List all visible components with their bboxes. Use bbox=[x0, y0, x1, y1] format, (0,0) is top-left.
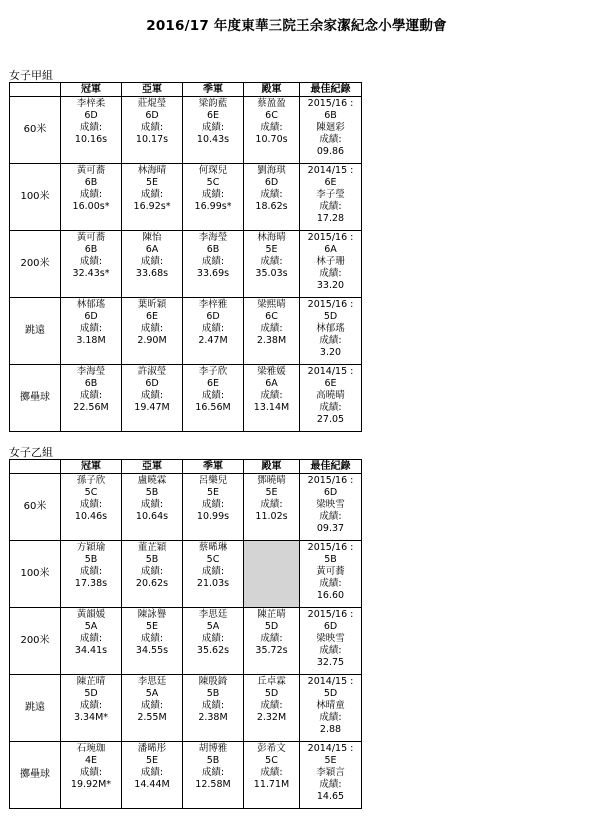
table-row bbox=[10, 97, 362, 164]
result-cell bbox=[122, 541, 183, 608]
event-name: 60米 bbox=[10, 97, 61, 164]
score-value: 16.92s* bbox=[133, 201, 171, 212]
score-value: 17.38s bbox=[74, 578, 108, 589]
score-value: 10.70s bbox=[255, 134, 288, 145]
record-cell bbox=[300, 675, 362, 742]
record-holder: 梁映雪 bbox=[316, 633, 345, 644]
athlete-class: 5D bbox=[264, 688, 279, 699]
column-header: 最佳紀錄 bbox=[300, 460, 362, 474]
result-cell bbox=[183, 675, 244, 742]
result-cell bbox=[61, 608, 122, 675]
athlete-class: 6B bbox=[84, 177, 98, 188]
record-score: 32.75 bbox=[316, 657, 345, 668]
athlete-class: 6C bbox=[265, 110, 278, 121]
athlete-class: 5E bbox=[145, 621, 159, 632]
score-label: 成績: bbox=[319, 578, 342, 589]
athlete-class: 5A bbox=[145, 688, 159, 699]
score-value: 33.68s bbox=[135, 268, 169, 279]
score-value: 35.62s bbox=[196, 645, 230, 656]
athlete-name: 李海瑩 bbox=[76, 366, 106, 377]
score-label: 成績: bbox=[260, 323, 283, 334]
results-table bbox=[9, 82, 362, 432]
record-score: 09.86 bbox=[316, 146, 345, 157]
result-cell bbox=[244, 231, 300, 298]
column-header: 亞軍 bbox=[122, 460, 183, 474]
score-value: 21.03s bbox=[196, 578, 230, 589]
event-name: 100米 bbox=[10, 164, 61, 231]
result-cell bbox=[183, 742, 244, 809]
score-value: 10.99s bbox=[196, 511, 230, 522]
athlete-class: 5E bbox=[206, 487, 220, 498]
column-header: 季軍 bbox=[183, 460, 244, 474]
record-cell bbox=[300, 742, 362, 809]
athlete-name: 林海晴 bbox=[257, 232, 286, 243]
score-label: 成績: bbox=[79, 189, 103, 200]
athlete-class: 5C bbox=[206, 177, 220, 188]
event-name: 200米 bbox=[10, 231, 61, 298]
athlete-name: 黃可蕎 bbox=[76, 232, 106, 243]
score-value: 14.44M bbox=[134, 779, 170, 790]
athlete-class: 5E bbox=[145, 177, 159, 188]
result-cell bbox=[183, 474, 244, 541]
table-row bbox=[10, 541, 362, 608]
athlete-class: 5E bbox=[145, 755, 159, 766]
record-year: 2014/15 : bbox=[307, 165, 354, 176]
athlete-name: 莊焜瑩 bbox=[137, 98, 167, 109]
column-header: 冠軍 bbox=[61, 83, 122, 97]
score-label: 成績: bbox=[79, 323, 103, 334]
record-year: 2014/15 : bbox=[307, 743, 354, 754]
record-year: 2015/16 : bbox=[307, 232, 354, 243]
record-year: 2014/15 : bbox=[307, 366, 354, 377]
score-value: 10.64s bbox=[135, 511, 169, 522]
score-value: 19.47M bbox=[134, 402, 170, 413]
result-cell bbox=[61, 675, 122, 742]
record-year: 2015/16 : bbox=[307, 98, 354, 109]
record-score: 09.37 bbox=[316, 523, 345, 534]
score-value: 34.41s bbox=[74, 645, 108, 656]
score-label: 成績: bbox=[260, 256, 283, 267]
athlete-name: 梁韵藍 bbox=[198, 98, 228, 109]
athlete-name: 董芷穎 bbox=[137, 542, 167, 553]
athlete-name: 葉昕穎 bbox=[137, 299, 167, 310]
athlete-class: 6A bbox=[145, 244, 159, 255]
event-name: 100米 bbox=[10, 541, 61, 608]
athlete-class: 5C bbox=[84, 487, 98, 498]
athlete-class: 5A bbox=[84, 621, 98, 632]
score-value: 16.99s* bbox=[194, 201, 232, 212]
athlete-name: 孫子欣 bbox=[76, 475, 106, 486]
athlete-class: 5B bbox=[84, 554, 98, 565]
result-cell bbox=[244, 164, 300, 231]
score-label: 成績: bbox=[319, 779, 342, 790]
record-class: 5E bbox=[324, 755, 337, 766]
score-value: 16.00s* bbox=[72, 201, 110, 212]
record-score: 33.20 bbox=[316, 280, 345, 291]
record-cell bbox=[300, 164, 362, 231]
athlete-class: 5D bbox=[84, 688, 98, 699]
header-row bbox=[10, 83, 362, 97]
score-label: 成績: bbox=[260, 390, 283, 401]
record-score: 16.60 bbox=[316, 590, 345, 601]
table-row bbox=[10, 474, 362, 541]
section-label: 女子乙組 bbox=[9, 446, 53, 459]
record-holder: 陳廻彩 bbox=[316, 122, 345, 133]
result-cell bbox=[61, 742, 122, 809]
result-cell bbox=[122, 164, 183, 231]
record-year: 2014/15 : bbox=[307, 676, 354, 687]
result-cell bbox=[61, 298, 122, 365]
score-value: 10.16s bbox=[74, 134, 108, 145]
athlete-name: 胡博雅 bbox=[198, 743, 228, 754]
result-cell bbox=[61, 541, 122, 608]
score-label: 成績: bbox=[319, 511, 342, 522]
result-cell bbox=[61, 164, 122, 231]
result-cell bbox=[244, 97, 300, 164]
event-name: 跳遠 bbox=[10, 298, 61, 365]
athlete-name: 劉海琪 bbox=[257, 165, 286, 176]
score-value: 10.43s bbox=[196, 134, 230, 145]
result-cell bbox=[122, 365, 183, 432]
table-row bbox=[10, 608, 362, 675]
athlete-class: 6D bbox=[145, 110, 159, 121]
score-label: 成績: bbox=[201, 122, 225, 133]
result-cell bbox=[122, 608, 183, 675]
table-row bbox=[10, 675, 362, 742]
athlete-name: 李子欣 bbox=[198, 366, 228, 377]
result-cell bbox=[122, 298, 183, 365]
athlete-name: 陳芷晴 bbox=[76, 676, 106, 687]
column-header: 季軍 bbox=[183, 83, 244, 97]
score-value: 10.46s bbox=[74, 511, 108, 522]
score-label: 成績: bbox=[319, 335, 342, 346]
score-label: 成績: bbox=[260, 633, 283, 644]
score-value: 35.03s bbox=[255, 268, 288, 279]
empty-cell bbox=[244, 541, 300, 608]
score-label: 成績: bbox=[201, 767, 225, 778]
athlete-name: 陳怡 bbox=[142, 232, 162, 243]
athlete-name: 鄧曉晴 bbox=[257, 475, 286, 486]
score-label: 成績: bbox=[79, 499, 103, 510]
record-class: 6E bbox=[324, 177, 337, 188]
score-value: 2.90M bbox=[137, 335, 167, 346]
athlete-name: 彭希文 bbox=[257, 743, 286, 754]
event-name: 擲壘球 bbox=[10, 742, 61, 809]
score-label: 成績: bbox=[140, 499, 164, 510]
athlete-name: 黃可蕎 bbox=[76, 165, 106, 176]
score-value: 20.62s bbox=[135, 578, 169, 589]
score-label: 成績: bbox=[260, 767, 283, 778]
record-holder: 高曉晴 bbox=[316, 390, 345, 401]
record-cell bbox=[300, 231, 362, 298]
record-holder: 林晴童 bbox=[316, 700, 345, 711]
score-label: 成績: bbox=[79, 566, 103, 577]
athlete-class: 5C bbox=[265, 755, 278, 766]
result-cell bbox=[122, 742, 183, 809]
score-value: 32.43s* bbox=[72, 268, 110, 279]
score-label: 成績: bbox=[140, 566, 164, 577]
athlete-class: 6E bbox=[145, 311, 159, 322]
record-holder: 李穎言 bbox=[316, 767, 345, 778]
score-label: 成績: bbox=[260, 189, 283, 200]
score-value: 13.14M bbox=[253, 402, 290, 413]
section-label: 女子甲組 bbox=[9, 69, 53, 82]
score-value: 10.17s bbox=[135, 134, 169, 145]
athlete-class: 5A bbox=[206, 621, 220, 632]
table-row bbox=[10, 164, 362, 231]
athlete-name: 陳芷晴 bbox=[257, 609, 286, 620]
score-value: 34.55s bbox=[135, 645, 169, 656]
result-cell bbox=[183, 541, 244, 608]
score-label: 成績: bbox=[319, 645, 342, 656]
result-cell bbox=[61, 474, 122, 541]
record-score: 17.28 bbox=[316, 213, 345, 224]
score-value: 19.92M* bbox=[70, 779, 112, 790]
result-cell bbox=[183, 365, 244, 432]
score-label: 成績: bbox=[201, 566, 225, 577]
result-cell bbox=[183, 608, 244, 675]
record-class: 6B bbox=[324, 110, 337, 121]
athlete-name: 何琛兒 bbox=[198, 165, 228, 176]
score-label: 成績: bbox=[140, 633, 164, 644]
athlete-name: 梁雅媛 bbox=[257, 366, 286, 377]
score-value: 2.38M bbox=[198, 712, 228, 723]
athlete-name: 潘晞彤 bbox=[137, 743, 167, 754]
score-value: 2.55M bbox=[137, 712, 167, 723]
record-class: 5B bbox=[324, 554, 337, 565]
record-year: 2015/16 : bbox=[307, 299, 354, 310]
athlete-name: 方穎瑜 bbox=[76, 542, 106, 553]
result-cell bbox=[122, 474, 183, 541]
athlete-class: 6B bbox=[206, 244, 220, 255]
score-label: 成績: bbox=[201, 390, 225, 401]
score-value: 22.56M bbox=[73, 402, 109, 413]
results-table bbox=[9, 459, 362, 809]
result-cell bbox=[61, 365, 122, 432]
score-label: 成績: bbox=[201, 633, 225, 644]
result-cell bbox=[122, 675, 183, 742]
record-score: 3.20 bbox=[319, 347, 342, 358]
athlete-class: 6D bbox=[84, 311, 98, 322]
score-label: 成績: bbox=[79, 767, 103, 778]
athlete-class: 6B bbox=[84, 378, 98, 389]
score-value: 35.72s bbox=[255, 645, 288, 656]
record-cell bbox=[300, 298, 362, 365]
score-value: 18.62s bbox=[255, 201, 288, 212]
athlete-name: 丘卓霖 bbox=[257, 676, 286, 687]
athlete-name: 陳詠譽 bbox=[137, 609, 167, 620]
score-value: 2.38M bbox=[256, 335, 287, 346]
athlete-class: 5B bbox=[145, 554, 159, 565]
athlete-name: 林海晴 bbox=[137, 165, 167, 176]
column-header: 殿軍 bbox=[244, 460, 300, 474]
record-class: 5D bbox=[323, 311, 338, 322]
record-class: 6D bbox=[323, 621, 338, 632]
record-score: 2.88 bbox=[319, 724, 342, 735]
score-label: 成績: bbox=[260, 499, 283, 510]
athlete-class: 5D bbox=[264, 621, 279, 632]
score-value: 11.71M bbox=[253, 779, 290, 790]
score-value: 2.32M bbox=[256, 712, 287, 723]
record-cell bbox=[300, 474, 362, 541]
column-header: 冠軍 bbox=[61, 460, 122, 474]
athlete-class: 6D bbox=[206, 311, 220, 322]
athlete-class: 6D bbox=[145, 378, 159, 389]
score-label: 成績: bbox=[140, 256, 164, 267]
score-label: 成績: bbox=[79, 633, 103, 644]
result-cell bbox=[183, 298, 244, 365]
result-cell bbox=[61, 97, 122, 164]
score-label: 成績: bbox=[201, 256, 225, 267]
score-label: 成績: bbox=[319, 402, 342, 413]
record-year: 2015/16 : bbox=[307, 475, 354, 486]
record-holder: 黃可蕎 bbox=[316, 566, 345, 577]
result-cell bbox=[244, 742, 300, 809]
athlete-class: 4E bbox=[84, 755, 98, 766]
record-holder: 林子珊 bbox=[316, 256, 345, 267]
athlete-name: 呂樂兒 bbox=[198, 475, 228, 486]
athlete-class: 5E bbox=[265, 244, 278, 255]
column-header: 亞軍 bbox=[122, 83, 183, 97]
athlete-name: 梁熙晴 bbox=[257, 299, 286, 310]
record-cell bbox=[300, 541, 362, 608]
result-cell bbox=[61, 231, 122, 298]
athlete-class: 6E bbox=[206, 110, 220, 121]
athlete-class: 6A bbox=[265, 378, 278, 389]
score-value: 33.69s bbox=[196, 268, 230, 279]
score-label: 成績: bbox=[140, 122, 164, 133]
column-header bbox=[10, 83, 61, 97]
record-year: 2015/16 : bbox=[307, 609, 354, 620]
score-label: 成績: bbox=[201, 323, 225, 334]
athlete-class: 6E bbox=[206, 378, 220, 389]
record-class: 6D bbox=[323, 487, 338, 498]
score-value: 11.02s bbox=[255, 511, 288, 522]
result-cell bbox=[183, 231, 244, 298]
athlete-class: 5C bbox=[206, 554, 220, 565]
table-row bbox=[10, 365, 362, 432]
record-holder: 梁映雪 bbox=[316, 499, 345, 510]
column-header: 殿軍 bbox=[244, 83, 300, 97]
score-label: 成績: bbox=[140, 767, 164, 778]
score-label: 成績: bbox=[319, 712, 342, 723]
athlete-name: 許淑瑩 bbox=[137, 366, 167, 377]
record-holder: 李子瑩 bbox=[316, 189, 345, 200]
result-cell bbox=[244, 608, 300, 675]
column-header: 最佳紀錄 bbox=[300, 83, 362, 97]
athlete-name: 盧曉霖 bbox=[137, 475, 167, 486]
score-label: 成績: bbox=[201, 499, 225, 510]
record-cell bbox=[300, 608, 362, 675]
result-cell bbox=[244, 365, 300, 432]
score-label: 成績: bbox=[79, 256, 103, 267]
score-label: 成績: bbox=[140, 323, 164, 334]
record-holder: 林郁瑤 bbox=[316, 323, 345, 334]
record-score: 27.05 bbox=[316, 414, 345, 425]
athlete-name: 石琬珈 bbox=[76, 743, 106, 754]
result-cell bbox=[244, 675, 300, 742]
result-cell bbox=[122, 231, 183, 298]
score-value: 3.18M bbox=[76, 335, 106, 346]
athlete-class: 5B bbox=[145, 487, 159, 498]
event-name: 60米 bbox=[10, 474, 61, 541]
athlete-class: 6D bbox=[264, 177, 279, 188]
score-value: 12.58M bbox=[195, 779, 231, 790]
athlete-name: 林郁瑤 bbox=[76, 299, 106, 310]
score-label: 成績: bbox=[140, 189, 164, 200]
result-cell bbox=[244, 298, 300, 365]
athlete-name: 蔡晞琳 bbox=[198, 542, 228, 553]
score-label: 成績: bbox=[79, 122, 103, 133]
table-row bbox=[10, 231, 362, 298]
athlete-name: 黃韻媛 bbox=[76, 609, 106, 620]
result-cell bbox=[183, 164, 244, 231]
record-class: 5D bbox=[323, 688, 338, 699]
score-value: 3.34M* bbox=[73, 712, 109, 723]
athlete-class: 6C bbox=[265, 311, 278, 322]
record-score: 14.65 bbox=[316, 791, 345, 802]
result-cell bbox=[183, 97, 244, 164]
score-label: 成績: bbox=[201, 700, 225, 711]
athlete-name: 蔡盈盈 bbox=[257, 98, 286, 109]
column-header bbox=[10, 460, 61, 474]
record-class: 6E bbox=[324, 378, 337, 389]
score-label: 成績: bbox=[319, 201, 342, 212]
record-class: 6A bbox=[324, 244, 337, 255]
record-cell bbox=[300, 365, 362, 432]
record-year: 2015/16 : bbox=[307, 542, 354, 553]
athlete-name: 李思廷 bbox=[198, 609, 228, 620]
event-name: 跳遠 bbox=[10, 675, 61, 742]
score-label: 成績: bbox=[260, 700, 283, 711]
athlete-name: 陳殷錡 bbox=[198, 676, 228, 687]
table-row bbox=[10, 298, 362, 365]
score-label: 成績: bbox=[79, 390, 103, 401]
athlete-class: 5B bbox=[206, 755, 220, 766]
score-value: 2.47M bbox=[198, 335, 228, 346]
athlete-name: 李思廷 bbox=[137, 676, 167, 687]
event-name: 200米 bbox=[10, 608, 61, 675]
athlete-name: 李梓雅 bbox=[198, 299, 228, 310]
athlete-class: 5B bbox=[206, 688, 220, 699]
score-label: 成績: bbox=[140, 700, 164, 711]
score-label: 成績: bbox=[79, 700, 103, 711]
athlete-class: 6D bbox=[84, 110, 98, 121]
page-title: 2016/17 年度東華三院王余家潔紀念小學運動會 bbox=[146, 18, 447, 34]
score-label: 成績: bbox=[319, 134, 342, 145]
record-cell bbox=[300, 97, 362, 164]
athlete-class: 5E bbox=[265, 487, 278, 498]
athlete-name: 李梓柔 bbox=[76, 98, 106, 109]
table-row bbox=[10, 742, 362, 809]
score-label: 成績: bbox=[201, 189, 225, 200]
score-label: 成績: bbox=[140, 390, 164, 401]
result-cell bbox=[122, 97, 183, 164]
athlete-class: 6B bbox=[84, 244, 98, 255]
header-row bbox=[10, 460, 362, 474]
score-label: 成績: bbox=[260, 122, 283, 133]
event-name: 擲壘球 bbox=[10, 365, 61, 432]
result-cell bbox=[244, 474, 300, 541]
score-value: 16.56M bbox=[195, 402, 231, 413]
score-label: 成績: bbox=[319, 268, 342, 279]
athlete-name: 李海瑩 bbox=[198, 232, 228, 243]
